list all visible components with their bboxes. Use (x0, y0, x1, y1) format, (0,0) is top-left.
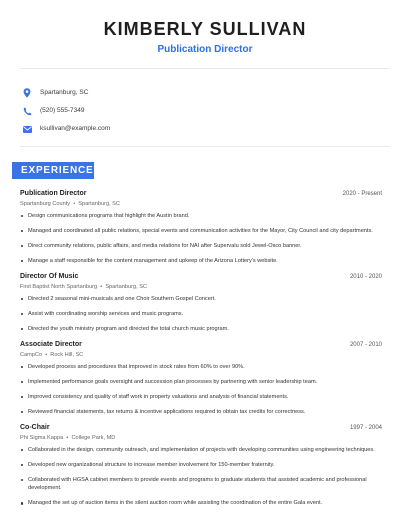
section-title-experience: EXPERIENCE (12, 162, 94, 179)
list-item: Developed new organizational structure to increase member involvement for 150-member fraternity. (20, 461, 382, 469)
job-dates: 2020 - Present (342, 191, 382, 197)
list-item: Directed the youth ministry program and directed the total church music program. (20, 325, 382, 333)
contact-location-text: Spartanburg, SC (40, 89, 89, 96)
contact-list (22, 84, 382, 138)
contact-email-text[interactable]: ksullivan@example.com (40, 125, 111, 132)
list-item: Design communications programs that highlight the Austin brand. (20, 212, 382, 220)
job-dates: 1997 - 2004 (349, 425, 382, 431)
list-item: Managed and coordinated all public relations, special events and communication activities for the Mayor, City Council and city departments. (20, 227, 382, 235)
list-item: Assist with coordinating worship services and music programs. (20, 310, 382, 318)
list-item: Direct community relations, public affairs, and media relations for NAI after Supervalu sold Jewel-Osco banner. (20, 242, 382, 250)
contact-phone (22, 102, 382, 120)
list-item: Managed the set up of auction items in the silent auction room while assisting the coordination of the entire Gala event. (20, 499, 382, 507)
job-title: Publication Director (20, 190, 87, 197)
job-organization (20, 351, 382, 360)
job-location: Spartanburg, SC (78, 201, 120, 207)
job-organization (20, 434, 382, 443)
list-item: Directed 2 seasonal mini-musicals and one Choir Southern Gospel Concert. (20, 295, 382, 303)
job-title: Co-Chair (20, 424, 50, 431)
separator: • (71, 201, 77, 207)
job-org-name: Spartanburg County (20, 201, 71, 207)
list-item: Collaborated in the design, community outreach, and implementation of projects with developing communities using engineering techniques. (20, 446, 382, 454)
job-title: Director Of Music (20, 273, 79, 280)
job-org-name: CampCo (20, 352, 43, 358)
resume-header (0, 18, 410, 56)
candidate-name: KIMBERLY SULLIVAN (103, 19, 307, 39)
job-location: Rock Hill, SC (50, 352, 84, 358)
phone-icon (22, 106, 32, 116)
job-bullets (20, 295, 382, 333)
job-organization (20, 200, 382, 209)
job-org-name: First Baptist North Spartanburg (20, 284, 98, 290)
job-org-name: Phi Sigma Kappa (20, 435, 64, 441)
job-bullets (20, 212, 382, 265)
job-entry (20, 189, 382, 265)
job-dates: 2007 - 2010 (349, 342, 382, 348)
list-item: Implemented performance goals oversight and succession plan processes by partnering with senior leadership team. (20, 378, 382, 386)
list-item: Developed process and procedures that improved in stock rates from 60% to over 90%. (20, 363, 382, 371)
candidate-role: Publication Director (157, 44, 253, 55)
job-organization (20, 283, 382, 292)
separator: • (64, 435, 70, 441)
list-item: Collaborated with HGSA cabinet members to provide events and programs to graduate students that assisted academic and professional development. (20, 476, 382, 492)
job-entry (20, 272, 382, 333)
email-icon (22, 124, 32, 134)
job-location: College Park, MD (71, 435, 116, 441)
job-entry (20, 423, 382, 507)
contact-divider (20, 146, 390, 147)
job-location: Spartanburg, SC (105, 284, 147, 290)
job-title: Associate Director (20, 341, 82, 348)
list-item: Manage a staff responsible for the content management and upkeep of the Arizona Lottery's website. (20, 257, 382, 265)
job-entry (20, 340, 382, 416)
separator: • (43, 352, 49, 358)
contact-email[interactable] (22, 120, 382, 138)
job-dates: 2010 - 2020 (349, 274, 382, 280)
job-bullets (20, 363, 382, 416)
list-item: Improved consistency and quality of staff work in property valuations and analysis of financial statements. (20, 393, 382, 401)
contact-location (22, 84, 382, 102)
contact-phone-text: (520) 555-7349 (40, 107, 85, 114)
separator: • (98, 284, 104, 290)
experience-list (20, 189, 382, 514)
location-pin-icon (22, 88, 32, 98)
list-item: Reviewed financial statements, tax returns & incentive applications required to obtain tax credits for correctness. (20, 408, 382, 416)
header-divider (20, 68, 390, 69)
job-bullets (20, 446, 382, 507)
